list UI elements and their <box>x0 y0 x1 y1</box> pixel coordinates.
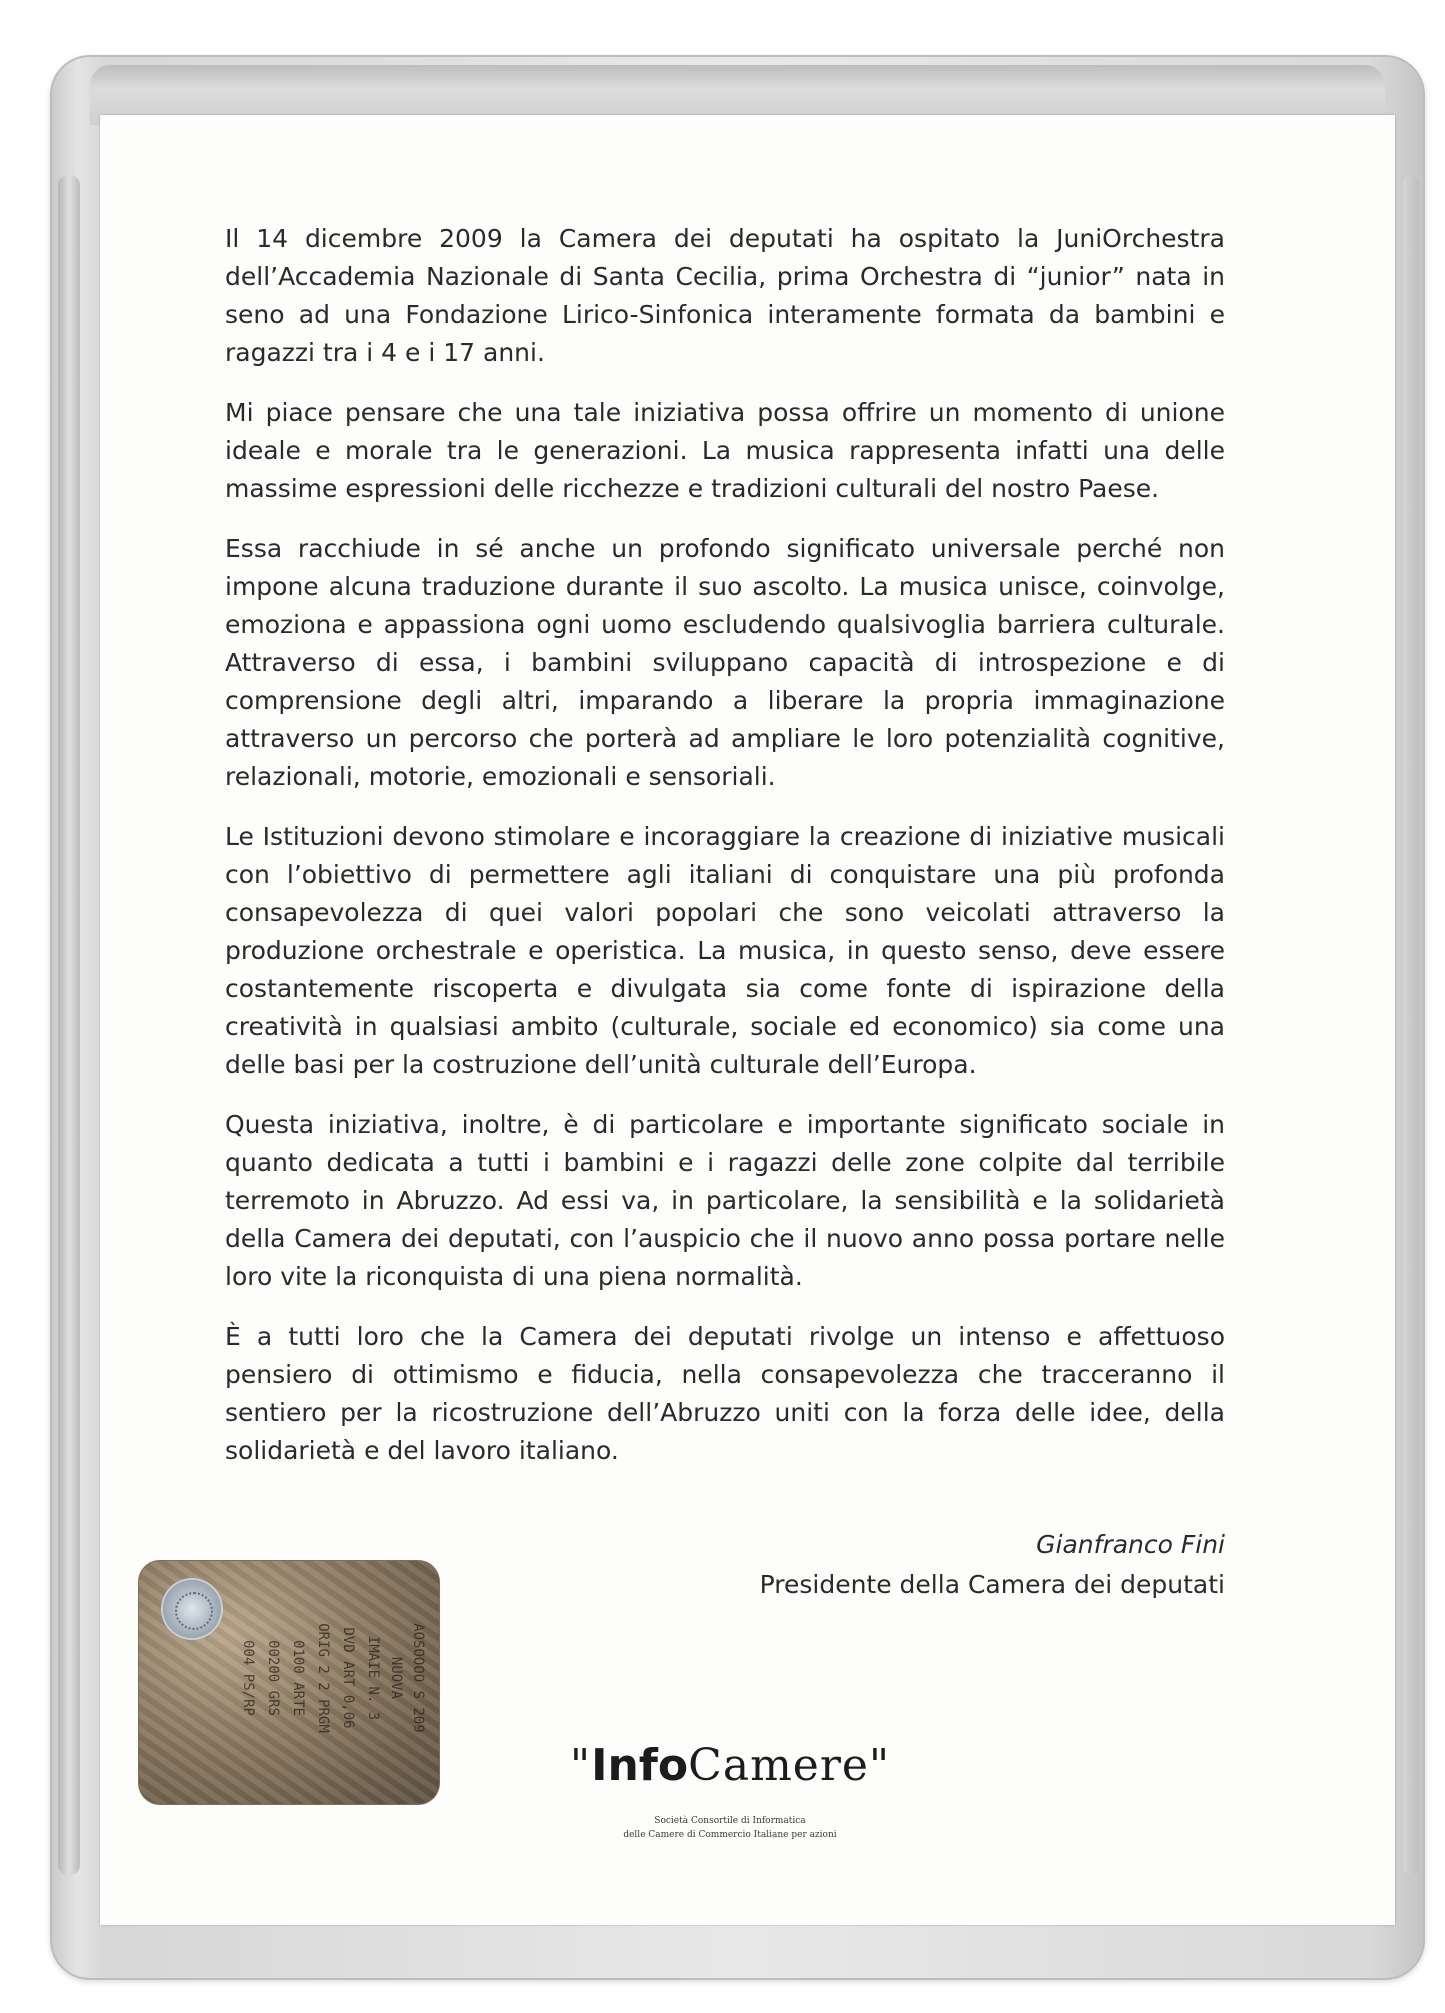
hologram-line: DVD ART 0,06 <box>340 1627 356 1729</box>
logo-quote-open: " <box>569 1740 592 1791</box>
letter-paragraph-3: Essa racchiude in sé anche un profondo significato universale perché non impone alcuna traduzione durante il suo ascolto. La musica unisce, coinvolge, emoziona e appassiona ogni uomo escludendo qualsivoglia barriera culturale. Attraverso di essa, i bambini sviluppano capacità di introspezione e di comprensione degli altri, imparando a liberare la propria immaginazione attraverso un percorso che porterà ad ampliare le loro potenzialità cognitive, relazionali, motorie, emozionali e sensoriali. <box>225 534 1225 791</box>
hologram-line: AOSOOOO S 209 <box>410 1623 426 1733</box>
hologram-line: NUOVA <box>388 1656 404 1700</box>
logo-subtitle-line-2: delle Camere di Commercio Italiane per azioni <box>623 1830 837 1840</box>
letter-paragraph-2: Mi piace pensare che una tale iniziativa possa offrire un momento di unione ideale e morale tra le generazioni. La musica rappresenta infatti una delle massime espressioni delle ricchezze e tradizioni culturali del nostro Paese. <box>225 398 1225 503</box>
infocamere-logo <box>545 1740 915 1842</box>
logo-brand-regular: Camere <box>688 1740 869 1791</box>
hologram-sticker <box>138 1560 440 1805</box>
case-hinge <box>58 175 80 1875</box>
logo-brand-bold: Info <box>591 1740 689 1791</box>
signature-block <box>760 1525 1225 1605</box>
letter-paragraph-6: È a tutti loro che la Camera dei deputati rivolge un intenso e affettuoso pensiero di ottimismo e fiducia, nella consapevolezza che tracceranno il sentiero per la ricostruzione dell’Abruzzo uniti con la forza delle idee, della solidarietà e del lavoro italiano. <box>225 1322 1225 1465</box>
logo-subtitle-line-1: Società Consortile di Informatica <box>654 1816 806 1826</box>
logo-quote-close: " <box>868 1740 891 1791</box>
case-right-edge <box>1403 175 1419 1875</box>
seal-icon <box>163 1580 221 1638</box>
hologram-line: ORIG 2 2 PRGM <box>315 1623 331 1733</box>
letter-paragraph-1: Il 14 dicembre 2009 la Camera dei deputati ha ospitato la JuniOrchestra dell’Accademia Nazionale di Santa Cecilia, prima Orchestra di “junior” nata in seno ad una Fondazione Lirico-Sinfonica interamente formata da bambini e ragazzi tra i 4 e i 17 anni. <box>225 224 1225 367</box>
letter-paragraph-4: Le Istituzioni devono stimolare e incoraggiare la creazione di iniziative musicali con l’obiettivo di permettere agli italiani di conquistare una più profonda consapevolezza di quei valori popolari che sono veicolati attraverso la produzione orchestrale e operistica. La musica, in questo senso, deve essere costantemente riscoperta e divulgata sia come fonte di ispirazione della creatività in qualsiasi ambito (culturale, sociale ed economico) sia come una delle basi per la costruzione dell’unità culturale dell’Europa. <box>225 822 1225 1079</box>
hologram-line: IMAIE N. 3 <box>365 1635 381 1721</box>
letter-body <box>225 220 1225 1492</box>
signature-name: Gianfranco Fini <box>1036 1530 1225 1559</box>
letter-paragraph-5: Questa iniziativa, inoltre, è di particolare e importante significato sociale in quanto dedicata a tutti i bambini e i ragazzi delle zone colpite dal terribile terremoto in Abruzzo. Ad essi va, in particolare, la sensibilità e la solidarietà della Camera dei deputati, con l’auspicio che il nuovo anno possa portare nelle loro vite la riconquista di una piena normalità. <box>225 1110 1225 1291</box>
hologram-line: 004 PS/RP <box>240 1640 256 1716</box>
hologram-line: 0100 ARTE <box>290 1640 306 1716</box>
hologram-line: 00200 GRS <box>265 1640 281 1716</box>
signature-role: Presidente della Camera dei deputati <box>759 1570 1225 1599</box>
logo-wordmark <box>545 1740 915 1792</box>
